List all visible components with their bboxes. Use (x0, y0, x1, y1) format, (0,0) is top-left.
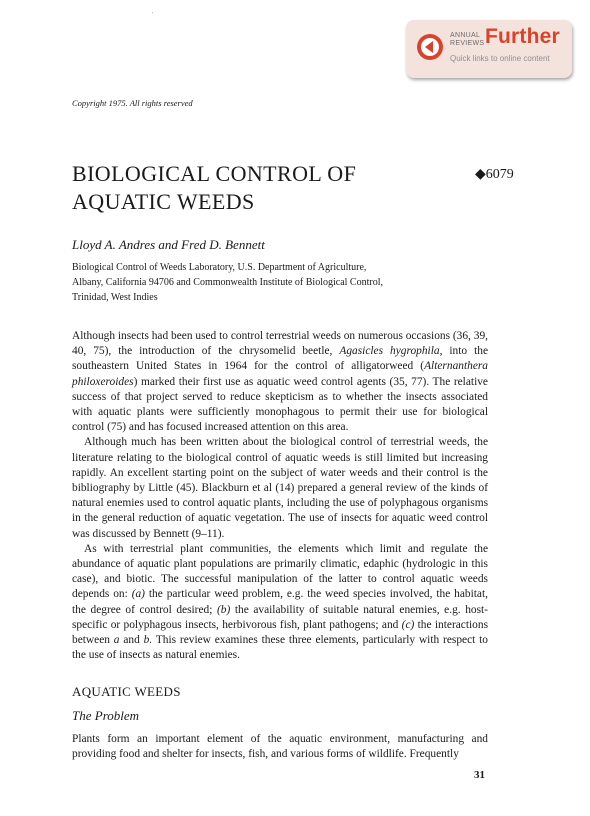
paragraph-2: Although much has been written about the biological control of terrestrial weeds, the literature relating to the biological control of aquatic weeds is still limited but increasing rapidly. An excellent starting point on the subject of water weeds and their control is the bibliography by Little (45). Blackburn et al (14) prepared a general review of the kinds of natural enemies used to control aquatic plants, including the use of polyphagous organisms in the general reduction of aquatic vegetation. The use of insects for aquatic weed control was discussed by Bennett (9–11). (72, 436, 488, 540)
author-names: Lloyd A. Andres and Fred D. Bennett (72, 237, 265, 252)
paragraph-1 (72, 329, 488, 435)
badge-reviews-text: REVIEWS (450, 40, 485, 47)
title-line-2: AQUATIC WEEDS (72, 189, 255, 214)
badge-further-text: Further (485, 25, 560, 48)
badge-annual-text: ANNUAL (450, 32, 481, 39)
badge-subtitle: Quick links to online content (450, 54, 550, 63)
scan-speck (152, 12, 153, 13)
subsection-heading: The Problem (72, 708, 140, 723)
p3-text-d: the interactions between (72, 618, 488, 647)
p3-text-a: As with terrestrial plant communities, the elements which limit and regulate the abundance of aquatic plant populations are primarily climatic, edaphic (hydrologic in this case), and biotic. The successful manipulation of the latter to control aquatic weeds depends on: (72, 542, 488, 601)
p3-item-b: (b) (216, 603, 231, 616)
p3-item-c: (c) (401, 618, 415, 631)
article-title (72, 160, 432, 216)
article-code: ◆6079 (475, 167, 514, 182)
section-body: Plants form an important element of the aquatic environment, manufacturing and providing food and shelter for insects, fish, and various forms of wildlife. Frequently (72, 733, 488, 761)
introduction-body (72, 329, 488, 663)
affiliation-line-1: Biological Control of Weeds Laboratory, U.S. Department of Agriculture, (72, 262, 367, 273)
play-arrow-circle-icon (416, 33, 444, 61)
p3-text-b: the particular weed problem, e.g. the weed species involved, the habitat, the degree of control desired; (72, 588, 489, 616)
p3-text-e: and (119, 634, 144, 647)
copyright-notice: Copyright 1975. All rights reserved (72, 98, 193, 108)
p1-text-c: ) marked their first use as aquatic weed control agents (35, 77). The relative success of that project served to reduce skepticism as to whether the insects associated with aquatic plants were sufficiently monophagous to permit their use for biological control (75) and has focused increased attention on this area. (72, 375, 488, 434)
author-affiliation (72, 260, 472, 305)
p3-ref-a: a (113, 634, 120, 647)
title-line-1: BIOLOGICAL CONTROL OF (72, 161, 357, 186)
paragraph-3 (72, 542, 488, 664)
affiliation-line-2: Albany, California 94706 and Commonwealth Institute of Biological Control, (72, 277, 383, 288)
page-number: 31 (474, 769, 485, 781)
p3-ref-b: b. (143, 634, 153, 647)
section-heading: AQUATIC WEEDS (72, 684, 181, 699)
badge-publisher (450, 32, 484, 48)
annual-reviews-further-badge[interactable] (406, 20, 572, 78)
p3-text-f: This review examines these three elements, particularly with respect to the use of insects as natural enemies. (72, 634, 489, 662)
p1-species-name-2: Alternanthera philoxeroides (72, 360, 488, 388)
p1-text-a: Although insects had been used to control terrestrial weeds on numerous occasions (36, 39, 40, 75), the introduction of the chrysomelid beetle, (72, 330, 488, 358)
p3-text-c: the availability of suitable natural enemies, e.g. host-specific or polyphagous insects, herbivorous fish, plant pathogens; and (72, 603, 488, 631)
affiliation-line-3: Trinidad, West Indies (72, 292, 158, 303)
p1-species-name: Agasicles hygrophila, (339, 345, 443, 358)
p1-text-b: into the southeastern United States in 1964 for the control of alligatorweed ( (72, 345, 488, 373)
p3-item-a: (a) (131, 588, 145, 601)
